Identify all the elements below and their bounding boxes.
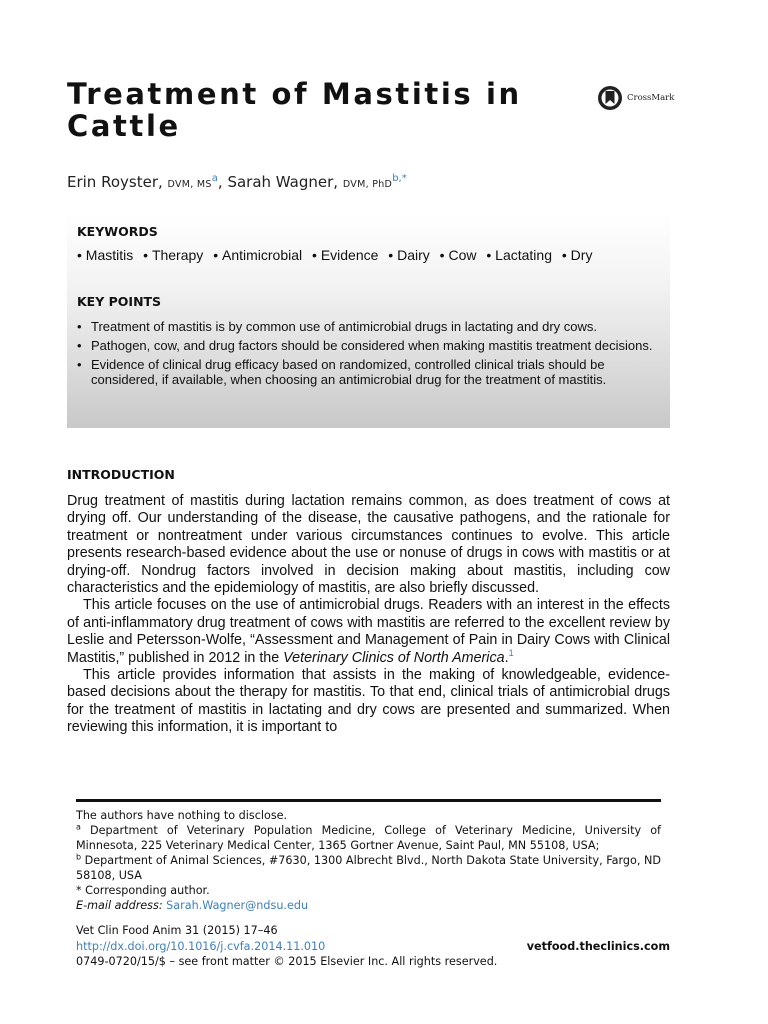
- citation: Vet Clin Food Anim 31 (2015) 17–46: [76, 924, 278, 937]
- keyword: • Cow: [440, 247, 477, 263]
- keyword: • Dry: [562, 247, 593, 263]
- key-point: • Evidence of clinical drug efficacy based on randomized, controlled clinical trials should be considered, if available, when choosing an antimicrobial drug for the treatment of mastitis.: [77, 357, 655, 387]
- corresponding-note: * Corresponding author.: [76, 884, 210, 897]
- keyword: • Mastitis: [77, 247, 133, 263]
- paragraph: This article focuses on the use of antimicrobial drugs. Readers with an interest in the effects of anti-inflammatory drug treatment of cows with mastitis are referred to the excellent review by Leslie and Petersson-Wolfe, “Assessment and Management of Pain in Dairy Cows with Clinical Mastitis,” published in 2012 in the Veterinary Clinics of North America.$^1$: [67, 597, 670, 666]
- key-points-heading: KEY POINTS: [77, 294, 162, 309]
- crossmark-icon: [597, 85, 623, 111]
- reference-link[interactable]: 1: [508, 647, 514, 658]
- author-name: Sarah Wagner: [227, 173, 334, 191]
- keyword: • Lactating: [486, 247, 552, 263]
- keyword: • Evidence: [312, 247, 378, 263]
- paragraph: This article provides information that assists in the making of knowledgeable, evidence-based decisions about the therapy for mastitis. To that end, clinical trials of antimicrobial drugs for the treatment of mastitis in lactating and dry cows are presented and summarized. When reviewing this information, it is important to: [67, 667, 670, 736]
- footnotes: [76, 808, 661, 913]
- crossmark-label: CrossMark: [627, 93, 675, 103]
- keywords-heading: KEYWORDS: [77, 224, 158, 239]
- affiliation-link-a[interactable]: a: [211, 173, 218, 184]
- footnote-divider: [76, 799, 661, 802]
- keyword: • Therapy: [143, 247, 203, 263]
- article-title: Treatment of Mastitis in Cattle: [67, 77, 522, 143]
- email-line: E-mail address: Sarah.Wagner@ndsu.edu: [76, 899, 309, 912]
- introduction-heading: INTRODUCTION: [67, 467, 175, 482]
- author-name: Erin Royster: [67, 173, 158, 191]
- key-point: • Pathogen, cow, and drug factors should be considered when making mastitis treatment decisions.: [77, 338, 655, 353]
- introduction-body: [67, 493, 670, 737]
- affiliation-link-b[interactable]: b,*: [392, 173, 407, 184]
- affiliation-b: $^b$ Department of Animal Sciences, #7630, 1300 Albrecht Blvd., North Dakota State University, Fargo, ND 58108, USA: [76, 852, 661, 882]
- journal-site[interactable]: vetfood.theclinics.com: [526, 939, 670, 953]
- paragraph: Drug treatment of mastitis during lactation remains common, as does treatment of cows at drying off. Our understanding of the disease, the causative pathogens, and the rationale for treatment or nontreatment under various circumstances continues to evolve. This article presents research-based evidence about the use or nonuse of drugs in cows with mastitis or at drying-off. Nondrug factors involved in decision making about mastitis, including cow characteristics and the epidemiology of mastitis, are also briefly discussed.: [67, 493, 670, 597]
- key-point: • Treatment of mastitis is by common use of antimicrobial drugs in lactating and dry cows.: [77, 319, 655, 334]
- affiliation-a: $^a$ Department of Veterinary Population Medicine, College of Veterinary Medicine, University of Minnesota, 225 Veterinary Medical Center, 1365 Gortner Avenue, Saint Paul, MN 55108, USA;: [76, 822, 661, 852]
- author-list: Erin Royster, DVM, $MS^a$, Sarah Wagner, DVM, PhD$^{b,*}$: [67, 173, 407, 191]
- journal-name: Veterinary Clinics of North America: [283, 649, 505, 666]
- bibliographic-info: [76, 923, 670, 970]
- email-link[interactable]: Sarah.Wagner@ndsu.edu: [166, 899, 309, 912]
- author-degrees: DVM, PhD: [342, 179, 393, 190]
- keyword: • Dairy: [388, 247, 429, 263]
- doi-link[interactable]: http://dx.doi.org/10.1016/j.cvfa.2014.11.010: [76, 939, 326, 953]
- keyword: • Antimicrobial: [213, 247, 302, 263]
- key-points-list: [77, 319, 655, 391]
- disclosure-note: The authors have nothing to disclose.: [76, 809, 288, 822]
- crossmark-badge[interactable]: [597, 85, 674, 111]
- copyright: 0749-0720/15/$ – see front matter © 2015 Elsevier Inc. All rights reserved.: [76, 955, 498, 968]
- abstract-box: [67, 213, 670, 428]
- author-degrees: DVM, MS: [167, 179, 212, 190]
- keywords-list: [77, 247, 592, 263]
